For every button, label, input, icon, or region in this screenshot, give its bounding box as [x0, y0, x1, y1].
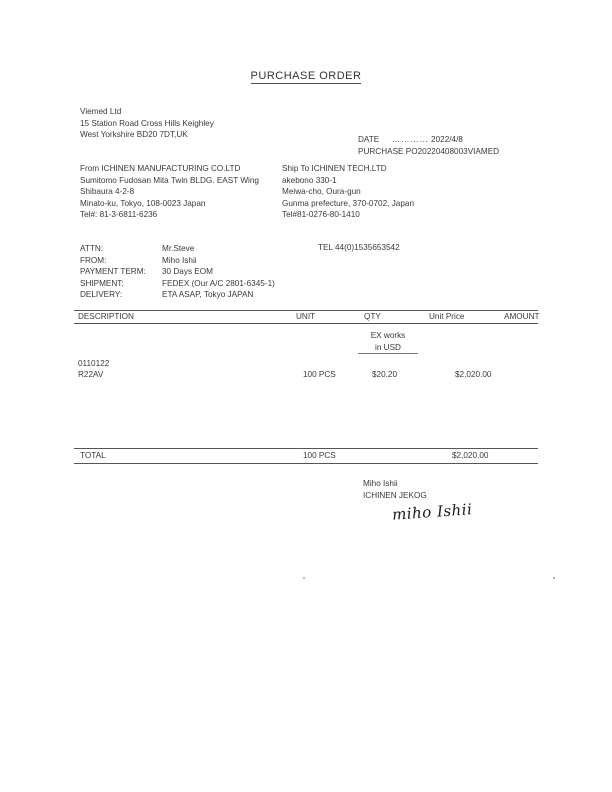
detail-row	[80, 289, 275, 301]
order-date-label: DATE	[358, 135, 380, 144]
page-title	[0, 70, 612, 82]
detail-row	[80, 278, 275, 290]
order-number-row	[358, 146, 499, 158]
detail-label: PAYMENT TERM:	[80, 267, 146, 277]
from-line: Sumitomo Fudosan Mita Twin BLDG. EAST Wing	[80, 175, 259, 185]
detail-value: Miho Ishii	[162, 255, 197, 265]
order-date-dots: …………	[392, 135, 429, 144]
detail-value: ETA ASAP, Tokyo JAPAN	[162, 290, 254, 300]
scan-speck	[553, 577, 555, 579]
from-line: Tel#: 81-3-6811-6236	[80, 210, 158, 220]
ship-to-line: Gunma prefecture, 370-0702, Japan	[282, 198, 414, 208]
table-header-rule	[74, 323, 538, 324]
incoterms-line-1: EX works	[370, 331, 406, 340]
from-address-block	[80, 163, 259, 221]
order-date-value: 2022/4/8	[431, 135, 463, 144]
line-item-code: 0110122	[78, 359, 110, 368]
table-total-bottom-rule	[74, 463, 538, 464]
order-date-row	[358, 134, 499, 146]
signature-company: ICHINEN JEKOG	[363, 490, 427, 500]
table-total-top-rule	[74, 448, 538, 449]
detail-value: FEDEX (Our A/C 2801-6345-1)	[162, 278, 275, 288]
page-title-text: PURCHASE ORDER	[250, 70, 362, 82]
buyer-line: West Yorkshire BD20 7DT,UK	[80, 130, 188, 139]
incoterms-line-2: in USD	[358, 342, 418, 355]
buyer-address-block	[80, 106, 214, 141]
order-details-block	[80, 243, 275, 301]
table-header-qty: QTY	[364, 312, 381, 321]
detail-value: Mr.Steve	[162, 244, 195, 253]
line-item-unit-price: $20.20	[372, 370, 398, 379]
from-heading: From ICHINEN MANUFACTURING CO.LTD	[80, 164, 241, 173]
table-header-unit-price: Unit Price	[429, 312, 465, 321]
ship-to-line: Tel#81-0276-80-1410	[282, 210, 360, 220]
buyer-line: Viemed Ltd	[80, 107, 122, 116]
detail-label: FROM:	[80, 255, 107, 265]
detail-label: SHIPMENT:	[80, 278, 124, 288]
signature-block	[363, 478, 427, 501]
table-header-amount: AMOUNT	[504, 312, 540, 321]
detail-label: ATTN:	[80, 244, 104, 253]
total-amount: $2,020.00	[452, 451, 489, 460]
ship-to-heading: Ship To ICHINEN TECH.LTD	[282, 164, 387, 173]
table-top-rule	[74, 310, 538, 311]
contact-telephone: TEL 44(0)1535653542	[318, 243, 400, 252]
table-header-unit: UNIT	[296, 312, 316, 321]
line-item-amount: $2,020.00	[455, 370, 492, 379]
ship-to-line: akebono 330-1	[282, 175, 337, 185]
buyer-line: 15 Station Road Cross Hills Keighley	[80, 118, 214, 128]
table-header-description: DESCRIPTION	[78, 312, 134, 321]
line-item-description: R22AV	[78, 370, 104, 379]
incoterms-note	[358, 330, 418, 354]
total-label: TOTAL	[80, 451, 106, 460]
detail-label: DELIVERY:	[80, 290, 123, 300]
order-meta-block	[358, 134, 499, 158]
detail-row	[80, 255, 275, 267]
order-number-label: PURCHASE	[358, 147, 404, 156]
from-line: Minato-ku, Tokyo, 108-0023 Japan	[80, 198, 206, 208]
total-qty: 100 PCS	[303, 451, 336, 460]
ship-to-line: Meiwa-cho, Oura-gun	[282, 187, 361, 197]
order-number-value: PO20220408003VIAMED	[405, 147, 500, 156]
scan-speck	[303, 577, 305, 579]
detail-row	[80, 266, 275, 278]
signature-name: Miho Ishii	[363, 479, 398, 488]
detail-value: 30 Days EOM	[162, 267, 213, 277]
detail-row	[80, 243, 275, 255]
from-line: Shibaura 4-2-8	[80, 187, 135, 197]
signature-mark: miho Ishii	[391, 500, 473, 524]
ship-to-address-block	[282, 163, 414, 221]
line-item-qty: 100 PCS	[303, 370, 336, 379]
